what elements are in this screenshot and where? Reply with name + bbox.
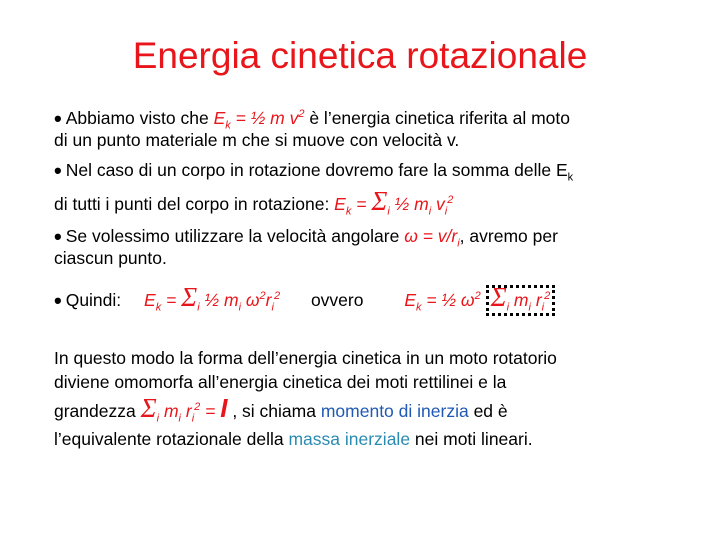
bullet-icon: • xyxy=(54,106,62,131)
bullet-1-line-1 xyxy=(54,106,571,132)
highlighted-inertia-sum: $\Sigma_i$ $m_i$ $r_i^2$ xyxy=(486,285,556,316)
para-line-2: diviene omomorfa all’energia cinetica dei moti rettilinei e la xyxy=(54,372,507,392)
bullet-1-text: Abbiamo visto che xyxy=(65,108,214,128)
bullet-2-line-1 xyxy=(54,158,574,184)
bullet-1-line-2: di un punto materiale m che si muove con velocità v. xyxy=(54,130,460,150)
bullet-3-line-1 xyxy=(54,224,558,250)
kinetic-energy-omega-formula: $E_k = \Sigma_i$ ½ $m_i$ $\omega^2r_i^2$ xyxy=(144,282,281,314)
slide-title: Energia cinetica rotazionale xyxy=(132,35,588,76)
para-text-mid: , si chiama xyxy=(227,401,321,421)
bullet-icon: • xyxy=(54,288,62,313)
ovvero-label: ovvero xyxy=(310,290,364,310)
moment-of-inertia-formula: $\Sigma_i$ $m_i$ $r_i^2 = I$ xyxy=(140,393,228,425)
angular-velocity-formula: $\omega = v/r_i$ xyxy=(404,226,460,250)
para-text-end: ed è xyxy=(468,401,508,421)
para-line-4 xyxy=(54,428,533,450)
bullet-1-text-end: è l’energia cinetica riferita al moto xyxy=(304,108,571,128)
bullet-icon: • xyxy=(54,158,62,183)
term-momento-di-inerzia: momento di inerzia xyxy=(320,401,469,421)
bullet-icon: • xyxy=(54,224,62,249)
bullet-3-text-end: , avremo per xyxy=(459,226,558,246)
kinetic-energy-formula: $E_k$ = ½ m $v^2$ xyxy=(213,108,305,132)
sum-kinetic-energy-formula: $E_k = \Sigma_i$ ½ $m_i$ $v_i^2$ xyxy=(334,186,454,218)
bullet-2-line-2 xyxy=(54,186,454,218)
para-text: grandezza xyxy=(54,401,141,421)
bullet-2-text: Nel caso di un corpo in rotazione dovremo fare la somma delle $E_k$ xyxy=(65,160,574,184)
para-line-1: In questo modo la forma dell’energia cinetica in un moto rotatorio xyxy=(54,348,557,368)
factored-kinetic-energy-formula: $E_k$ = ½ $\omega^2$ $\Sigma_i$ $m_i$ $r_i^2$ xyxy=(404,290,555,310)
bullet-3-text: Se volessimo utilizzare la velocità angolare xyxy=(65,226,405,246)
bullet-4-line xyxy=(54,282,555,316)
para-text-4-end: nei moti lineari. xyxy=(410,429,533,449)
term-massa-inerziale: massa inerziale xyxy=(288,429,411,449)
para-line-3 xyxy=(54,393,508,425)
bullet-2-text-2: di tutti i punti del corpo in rotazione: xyxy=(54,194,335,214)
bullet-3-line-2: ciascun punto. xyxy=(54,248,167,268)
para-text-4: l’equivalente rotazionale della xyxy=(54,429,289,449)
quindi-label: Quindi: xyxy=(65,290,122,310)
